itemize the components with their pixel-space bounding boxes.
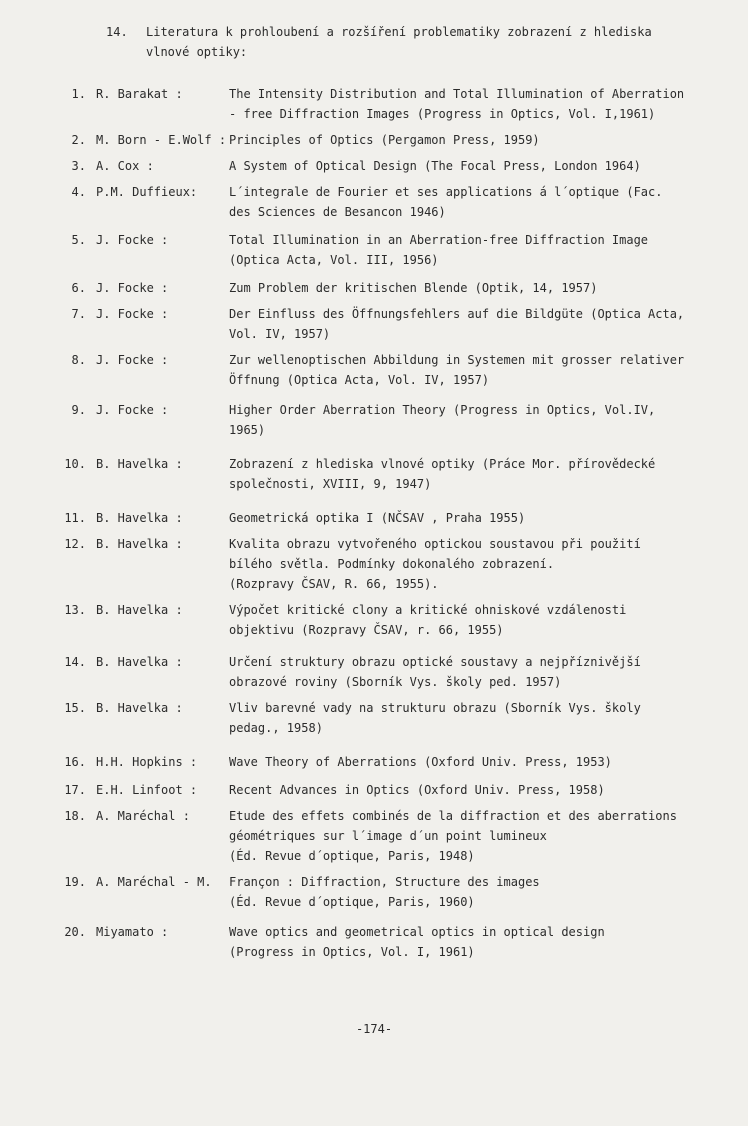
heading-text-1: Literatura k prohloubení a rozšíření problematiky zobrazení z hlediska — [146, 25, 652, 39]
entry-author: Miyamato : — [96, 925, 169, 939]
entry-reference-line: Wave optics and geometrical optics in optical design — [229, 925, 605, 939]
entry-reference-line: Principles of Optics (Pergamon Press, 1959) — [229, 133, 540, 147]
entry-reference — [229, 84, 739, 124]
entry-author: A. Maréchal - M. — [96, 875, 212, 889]
entry-author: M. Born - E.Wolf : — [96, 133, 227, 147]
entry-author: B. Havelka : — [96, 603, 183, 617]
entry-reference-line: společnosti, XVIII, 9, 1947) — [229, 477, 432, 491]
entry-reference-line: Výpočet kritické clony a kritické ohniskové vzdálenosti — [229, 603, 627, 617]
entry-number: 7. — [71, 307, 86, 321]
entry-reference — [229, 780, 739, 800]
entry-number: 20. — [64, 925, 86, 939]
entry-author: J. Focke : — [96, 403, 169, 417]
entry-reference — [229, 922, 739, 962]
entry-reference-line: (Éd. Revue d´optique, Paris, 1948) — [229, 849, 475, 863]
entry-author: B. Havelka : — [96, 655, 183, 669]
entry-author: A. Maréchal : — [96, 809, 190, 823]
entry-reference-line: objektivu (Rozpravy ČSAV, r. 66, 1955) — [229, 623, 504, 637]
entry-reference-line: Zum Problem der kritischen Blende (Optik, 14, 1957) — [229, 281, 598, 295]
entry-number: 5. — [71, 233, 86, 247]
heading-number: 14. — [106, 25, 128, 39]
entry-number: 14. — [64, 655, 86, 669]
entry-reference — [229, 230, 739, 270]
entry-number: 11. — [64, 511, 86, 525]
entry-reference-line: Určení struktury obrazu optické soustavy a nejpříznivější — [229, 655, 641, 669]
entry-author: P.M. Duffieux: — [96, 185, 198, 199]
entry-reference-line: bílého světla. Podmínky dokonalého zobrazení. — [229, 557, 555, 571]
entry-author: B. Havelka : — [96, 511, 183, 525]
entry-number: 12. — [64, 537, 86, 551]
heading-line-2: vlnové optiky: — [146, 45, 248, 59]
entry-reference-line: L´integrale de Fourier et ses applications á l´optique (Fac. — [229, 185, 663, 199]
entry-number: 4. — [71, 185, 86, 199]
entry-number: 10. — [64, 457, 86, 471]
entry-reference-line: - free Diffraction Images (Progress in Optics, Vol. I,1961) — [229, 107, 656, 121]
entry-reference — [229, 304, 739, 344]
entry-number: 15. — [64, 701, 86, 715]
entry-number: 13. — [64, 603, 86, 617]
entry-reference — [229, 350, 739, 390]
entry-reference — [229, 872, 739, 912]
section-heading — [106, 22, 726, 62]
entry-reference-line: obrazové roviny (Sborník Vys. školy ped. 1957) — [229, 675, 562, 689]
entry-reference-line: The Intensity Distribution and Total Illumination of Aberration — [229, 87, 685, 101]
page-number: -174- — [355, 1022, 393, 1036]
entry-author: B. Havelka : — [96, 537, 183, 551]
entry-number: 19. — [64, 875, 86, 889]
entry-author: B. Havelka : — [96, 457, 183, 471]
entry-reference-line: Zobrazení z hlediska vlnové optiky (Práce Mor. přírovědecké — [229, 457, 656, 471]
entry-reference — [229, 182, 739, 222]
entry-reference-line: Vol. IV, 1957) — [229, 327, 331, 341]
entry-reference-line: Der Einfluss des Öffnungsfehlers auf die Bildgüte (Optica Acta, — [229, 307, 685, 321]
entry-reference-line: Etude des effets combinés de la diffraction et des aberrations — [229, 809, 677, 823]
entry-reference-line: Öffnung (Optica Acta, Vol. IV, 1957) — [229, 373, 490, 387]
heading-line-1 — [106, 22, 726, 42]
entry-reference — [229, 698, 739, 738]
entry-reference — [229, 454, 739, 494]
entry-reference-line: Higher Order Aberration Theory (Progress in Optics, Vol.IV, — [229, 403, 656, 417]
entry-author: B. Havelka : — [96, 701, 183, 715]
entry-reference-line: Françon : Diffraction, Structure des images — [229, 875, 540, 889]
entry-reference — [229, 600, 739, 640]
entry-author: E.H. Linfoot : — [96, 783, 198, 797]
entry-reference — [229, 400, 739, 440]
entry-author: R. Barakat : — [96, 87, 183, 101]
entry-author: A. Cox : — [96, 159, 154, 173]
entry-number: 8. — [71, 353, 86, 367]
entry-reference-line: Total Illumination in an Aberration-free Diffraction Image — [229, 233, 649, 247]
entry-author: J. Focke : — [96, 307, 169, 321]
entry-reference — [229, 534, 739, 594]
entry-number: 6. — [71, 281, 86, 295]
entry-reference — [229, 278, 739, 298]
entry-reference-line: 1965) — [229, 423, 266, 437]
entry-number: 3. — [71, 159, 86, 173]
entry-reference-line: A System of Optical Design (The Focal Press, London 1964) — [229, 159, 641, 173]
entry-reference — [229, 806, 739, 866]
entry-number: 1. — [71, 87, 86, 101]
entry-reference — [229, 156, 739, 176]
entry-reference-line: Vliv barevné vady na strukturu obrazu (Sborník Vys. školy — [229, 701, 641, 715]
entry-reference — [229, 752, 739, 772]
entry-reference-line: Wave Theory of Aberrations (Oxford Univ. Press, 1953) — [229, 755, 612, 769]
entry-number: 16. — [64, 755, 86, 769]
entry-reference-line: des Sciences de Besancon 1946) — [229, 205, 446, 219]
entry-author: J. Focke : — [96, 281, 169, 295]
entry-reference-line: (Éd. Revue d´optique, Paris, 1960) — [229, 895, 475, 909]
entry-number: 9. — [71, 403, 86, 417]
entry-number: 2. — [71, 133, 86, 147]
entry-reference-line: (Optica Acta, Vol. III, 1956) — [229, 253, 439, 267]
entry-author: J. Focke : — [96, 233, 169, 247]
entry-reference-line: Kvalita obrazu vytvořeného optickou soustavou při použití — [229, 537, 641, 551]
entry-reference — [229, 652, 739, 692]
entry-reference-line: Geometrická optika I (NČSAV , Praha 1955) — [229, 511, 526, 525]
entry-reference-line: (Progress in Optics, Vol. I, 1961) — [229, 945, 475, 959]
entry-reference-line: Zur wellenoptischen Abbildung in Systemen mit grosser relativer — [229, 353, 685, 367]
entry-reference — [229, 130, 739, 150]
entry-reference — [229, 508, 739, 528]
entry-number: 18. — [64, 809, 86, 823]
entry-author: J. Focke : — [96, 353, 169, 367]
entry-reference-line: pedag., 1958) — [229, 721, 323, 735]
entry-number: 17. — [64, 783, 86, 797]
entry-author: H.H. Hopkins : — [96, 755, 198, 769]
entry-reference-line: géométriques sur l´image d´un point lumineux — [229, 829, 547, 843]
entry-reference-line: Recent Advances in Optics (Oxford Univ. Press, 1958) — [229, 783, 605, 797]
entry-reference-line: (Rozpravy ČSAV, R. 66, 1955). — [229, 577, 439, 591]
